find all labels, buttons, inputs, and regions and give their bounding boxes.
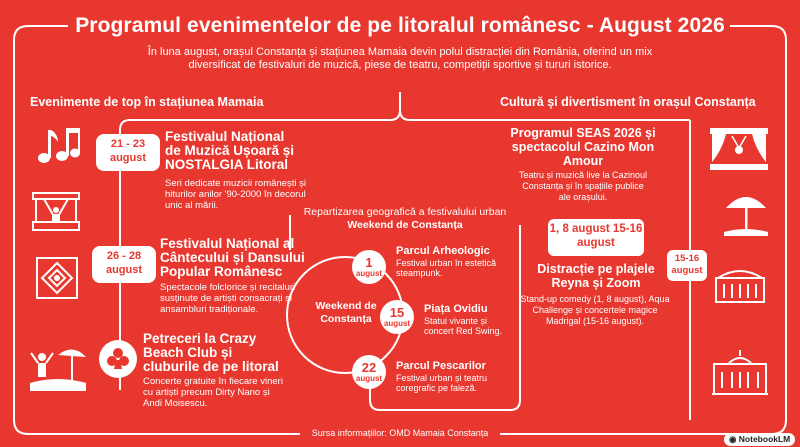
venue-title-1: Parcul Arheologic xyxy=(396,245,490,257)
brand-label: NotebookLM xyxy=(738,434,791,444)
venue-desc-3: Festival urban și teatru coregrafic pe faleză. xyxy=(396,373,488,393)
event-desc-seas: Teatru și muzică live la Cazinoul Constanța și în spațiile publice ale orașului. xyxy=(518,170,648,202)
venue-badge-1: 1 august xyxy=(352,250,386,284)
casino-building-icon xyxy=(712,264,768,306)
page-title: Programul evenimentelor de pe litoralul românesc - August 2026 xyxy=(75,14,725,37)
beach-umbrella-icon xyxy=(722,192,770,238)
right-heading: Cultură și divertisment în orașul Constanța xyxy=(500,95,756,109)
theater-stage-icon xyxy=(708,126,770,174)
event-title-beach: Distracție pe plajele Reyna și Zoom xyxy=(537,262,655,290)
intro-text: În luna august, orașul Constanța și stațiunea Mamaia devin polul distracției din România, oferind un mix diversificat de festivaluri de muzică, piese de teatru, competiții sportive și tururi istorice. xyxy=(147,46,653,71)
event-title-seas: Programul SEAS 2026 și spectacolul Cazino Mon Amour xyxy=(510,126,656,168)
center-heading xyxy=(285,206,525,232)
music-notes-icon xyxy=(36,126,80,166)
event-desc-beach: Stand-up comedy (1, 8 august), Aqua Challenge și concertele magice Madrigal (15-16 august). xyxy=(520,294,670,326)
date-badge-folk: 26 - 28 august xyxy=(92,246,156,283)
beach-party-icon xyxy=(28,345,88,395)
date-badge-beach: 1, 8 august 15-16 august xyxy=(548,219,644,256)
hub-label: Weekend de Constanța xyxy=(315,300,377,325)
date-badge-nostalgia: 21 - 23 august xyxy=(96,134,160,171)
event-title-folk: Festivalul Național al Cântecului și Dansului Popular Românesc xyxy=(160,236,305,279)
left-heading: Evenimente de top în stațiunea Mamaia xyxy=(30,95,264,109)
brand-badge xyxy=(724,433,795,446)
event-desc-club: Concerte gratuite în fiecare vineri cu artiști precum Dirty Nano și Andi Moisescu. xyxy=(143,376,283,409)
event-desc-folk: Spectacole folclorice și recitaluri susținute de artiști consacrați și ansambluri tradiționale. xyxy=(160,282,296,315)
venue-desc-2: Statui vivante și concert Red Swing. xyxy=(424,316,503,336)
folk-pattern-icon xyxy=(34,255,80,301)
club-icon xyxy=(99,340,137,378)
center-heading-line1: Repartizarea geografică a festivalului urban xyxy=(303,206,507,218)
venue-title-3: Parcul Pescarilor xyxy=(396,360,486,372)
source-note: Sursa informațiilor: OMD Mamaia Constanța xyxy=(311,428,489,438)
venue-desc-1: Festival urban în estetică steampunk. xyxy=(396,258,497,278)
club-badge xyxy=(99,340,137,378)
venue-badge-3: 22 august xyxy=(352,355,386,389)
venue-badge-2: 15 august xyxy=(380,300,414,334)
brand-logo-icon: ◉ xyxy=(729,434,737,444)
side-date-badge: 15-16 august xyxy=(667,250,707,281)
event-title-club: Petreceri la Crazy Beach Club și cluburile de pe litoral xyxy=(143,331,279,374)
stage-icon xyxy=(30,190,82,236)
center-heading-line2: Weekend de Constanța xyxy=(347,219,463,231)
event-title-nostalgia: Festivalul Național de Muzică Ușoară și NOSTALGIA Litoral xyxy=(165,129,295,172)
event-desc-nostalgia: Seri dedicate muzicii românești și hiturilor anilor '90-2000 în decorul unic al mării. xyxy=(165,178,306,211)
historic-building-icon xyxy=(710,348,770,398)
venue-title-2: Piața Ovidiu xyxy=(424,303,488,315)
